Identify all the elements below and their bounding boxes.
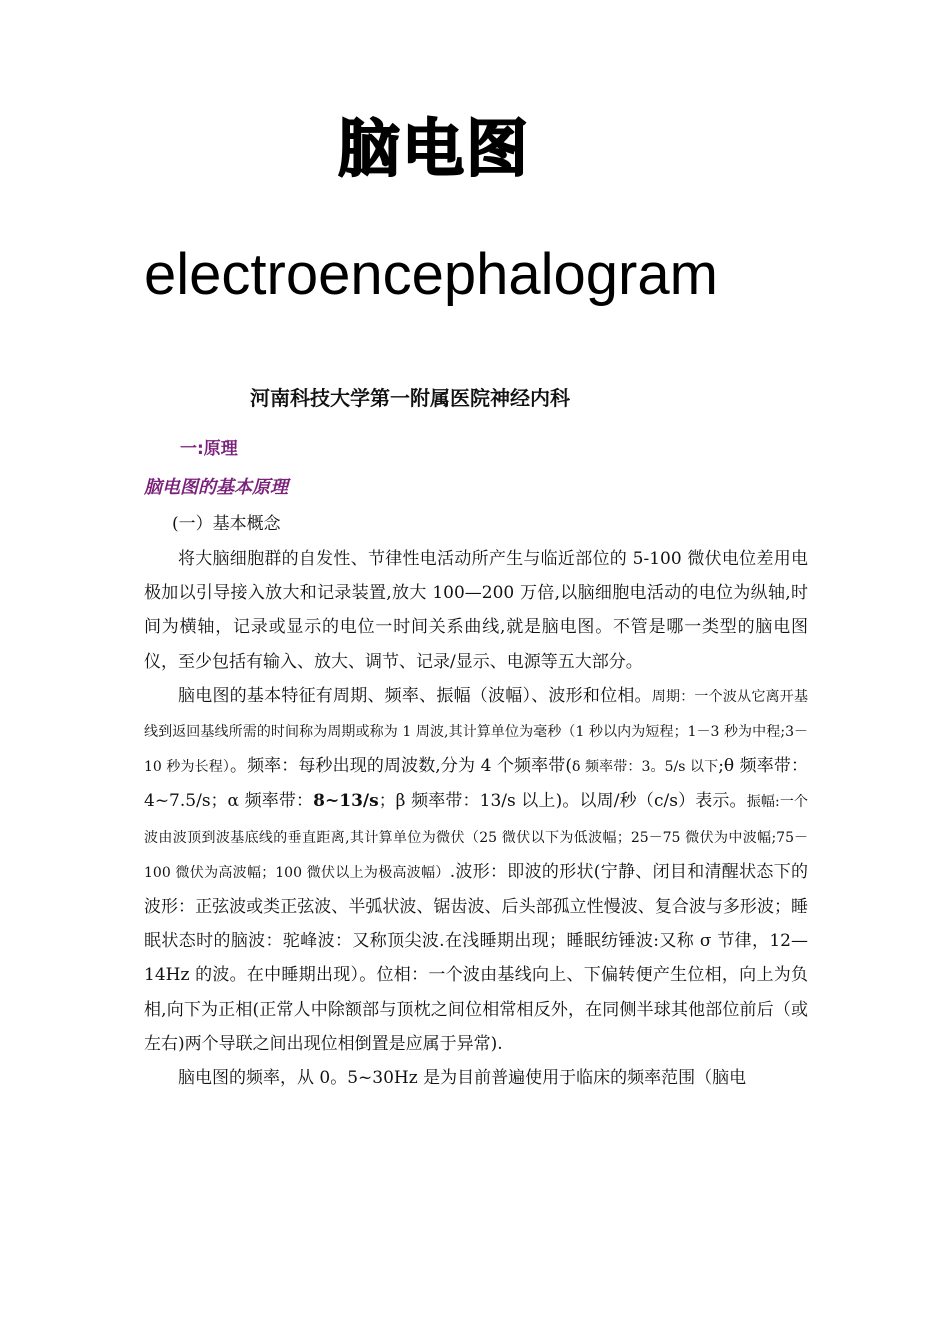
p2-waveform-phase: .波形：即波的形状(宁静、闭目和清醒状态下的波形：正弦波或类正弦波、半弧状波、锯齿波、后头部孤立性慢波、复合波与多形波；睡眠状态时的脑波：驼峰波：又称顶尖波.在浅睡期出现；睡眠纺锤波:又称 σ 节律，12—14Hz 的波。在中睡期出现）。位相：一个波由基线向上、下偏转便产生位相，向上为负相,向下为正相(正常人中除额部与顶枕之间位相常相反外，在同侧半球其他部位前后（或左右)两个导联之间出现位相倒置是应属于异常).: [144, 861, 808, 1054]
body-text: [144, 542, 808, 1095]
paragraph-1: 将大脑细胞群的自发性、节律性电活动所产生与临近部位的 5-100 微伏电位差用电极加以引导接入放大和记录装置,放大 100—200 万倍,以脑细胞电活动的电位为纵轴,时间为横轴，记录或显示的电位一时间关系曲线,就是脑电图。不管是哪一类型的脑电图仪，至少包括有输入、放大、调节、记录/显示、电源等五大部分。: [144, 549, 808, 672]
paragraph-2: [144, 679, 808, 1061]
p2-period: 周期：一个波从它离开基线到返回基线所需的时间称为周期或称为 1 周波,其计算单位为毫秒（1 秒以内为短程；1－3 秒为中程;3－10 秒为长程）: [144, 688, 809, 776]
subsection-heading: (一）基本概念: [172, 514, 281, 534]
p2-amplitude: 振幅:一个波由波顶到波基底线的垂直距离,其计算单位为微伏（25 微伏以下为低波幅；25－75 微伏为中波幅;75－100 微伏为高波幅；100 微伏以上为极高波幅）: [144, 794, 808, 881]
paragraph-3: 脑电图的频率，从 0。5~30Hz 是为目前普遍使用于临床的频率范围（脑电: [178, 1068, 747, 1089]
section-heading-basic-principle: 脑电图的基本原理: [144, 477, 288, 498]
title-english: electroencephalogram: [144, 242, 718, 307]
section-heading-principle: 一:原理: [180, 439, 238, 459]
affiliation: 河南科技大学第一附属医院神经内科: [250, 386, 570, 410]
p2-delta: δ 频率带：3。5/s 以下: [572, 759, 719, 776]
p2-frequency: 。频率：每秒出现的周波数,分为 4 个频率带(: [229, 756, 572, 777]
p2-alpha-range: 8~13/s: [313, 791, 379, 812]
title-chinese: 脑电图: [338, 112, 531, 185]
p2-beta: ；β 频率带：13/s 以上)。以周/秒（c/s）表示。: [378, 791, 747, 812]
p2-theta-alpha: ;θ 频率带：4~7.5/s；α 频率带：: [144, 756, 809, 812]
p2-intro: 脑电图的基本特征有周期、频率、振幅（波幅）、波形和位相。: [178, 685, 652, 706]
